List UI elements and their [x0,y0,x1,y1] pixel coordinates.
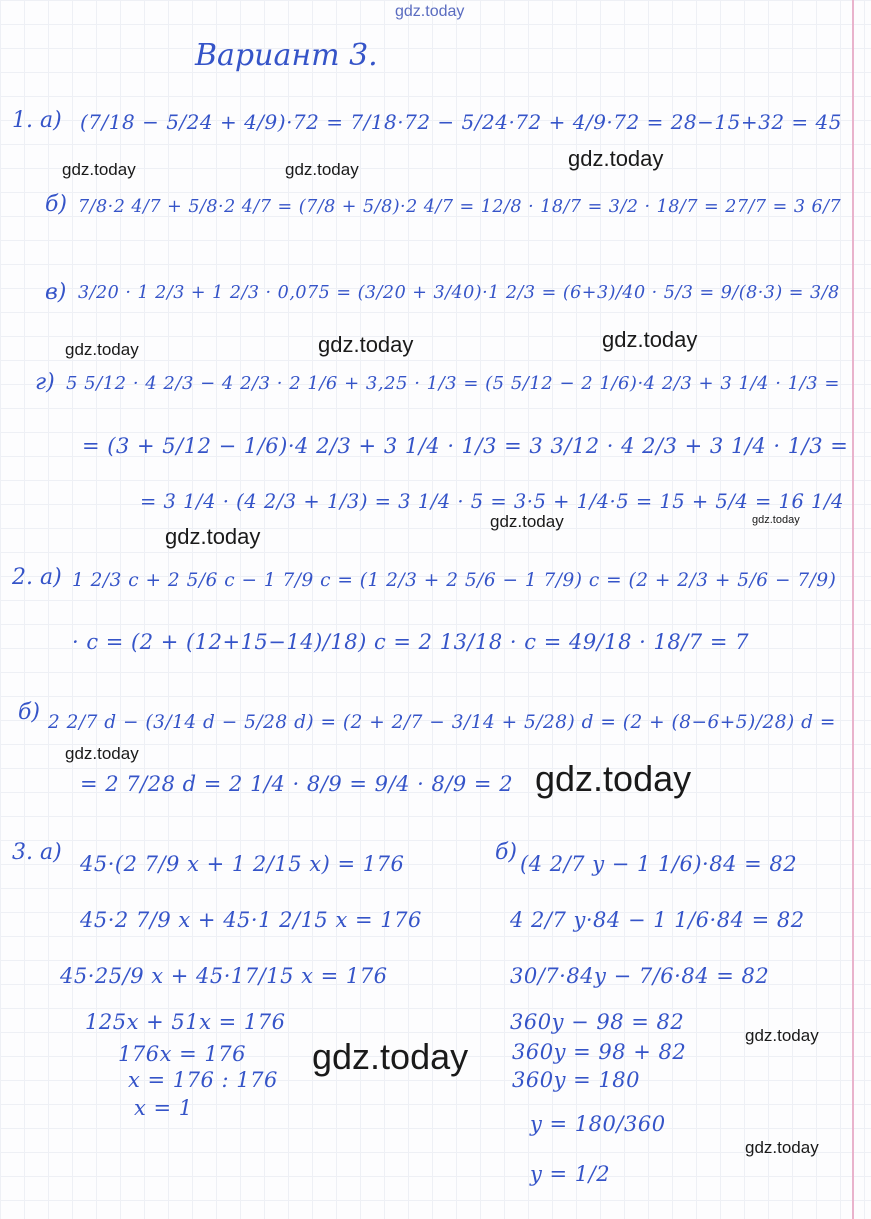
watermark: gdz.today [312,1036,469,1077]
task1-v-label: в) [45,280,67,305]
watermark: gdz.today [745,1138,819,1157]
task3-b-line-1: (4 2/7 y − 1 1/6)·84 = 82 [520,852,798,876]
task1-g-line1: 5 5/12 · 4 2/3 − 4 2/3 · 2 1/6 + 3,25 · 1/3 = (5 5/12 − 2 1/6)·4 2/3 + 3 1/4 · 1/3 = [66,373,840,394]
task3-b-line-2: 4 2/7 y·84 − 1 1/6·84 = 82 [510,908,805,932]
watermark: gdz.today [752,514,800,526]
watermark: gdz.today [535,758,692,799]
task2-b-line2: = 2 7/28 d = 2 1/4 · 8/9 = 9/4 · 8/9 = 2 [80,772,514,796]
task3-b-label: б) [495,840,518,865]
task3-b-line-8: y = 1/2 [530,1162,611,1186]
watermark: gdz.today [285,160,359,179]
task1-b-label: б) [45,192,68,217]
task1-a-label: 1. а) [12,108,62,133]
task2-b-line1: 2 2/7 d − (3/14 d − 5/28 d) = (2 + 2/7 − 3/14 + 5/28) d = (2 + (8−6+5)/28) d = [48,712,836,733]
margin-line [852,0,854,1219]
task3-a-line-2: 45·2 7/9 x + 45·1 2/15 x = 176 [80,908,422,932]
task3-a-line-3: 45·25/9 x + 45·17/15 x = 176 [60,964,388,988]
task3-a-line-4: 125x + 51x = 176 [85,1010,286,1034]
task3-b-line-7: y = 180/360 [530,1112,666,1136]
task2-b-label: б) [18,700,41,725]
task1-v-line: 3/20 · 1 2/3 + 1 2/3 · 0,075 = (3/20 + 3/40)·1 2/3 = (6+3)/40 · 5/3 = 9/(8·3) = 3/8 [78,283,840,303]
watermark: gdz.today [395,3,465,20]
watermark: gdz.today [165,524,261,549]
task1-g-label: г) [35,370,55,395]
task1-g-line2: = (3 + 5/12 − 1/6)·4 2/3 + 3 1/4 · 1/3 = 3 3/12 · 4 2/3 + 3 1/4 · 1/3 = [82,434,849,458]
task3-a-line-5: 176x = 176 [118,1042,246,1066]
task3-b-line-3: 30/7·84y − 7/6·84 = 82 [510,964,770,988]
task3-a-label: 3. а) [12,840,62,865]
task3-b-line-4: 360y − 98 = 82 [510,1010,685,1034]
task2-a-label: 2. а) [12,565,62,590]
task3-a-line-7: x = 1 [134,1096,193,1120]
watermark: gdz.today [65,340,139,359]
watermark: gdz.today [568,146,664,171]
task3-b-line-6: 360y = 180 [512,1068,640,1092]
watermark: gdz.today [745,1026,819,1045]
task3-a-line-1: 45·(2 7/9 x + 1 2/15 x) = 176 [80,852,405,876]
watermark: gdz.today [490,512,564,531]
task2-a-line1: 1 2/3 c + 2 5/6 c − 1 7/9 c = (1 2/3 + 2 5/6 − 1 7/9) c = (2 + 2/3 + 5/6 − 7/9) [72,570,837,591]
task3-b-line-5: 360y = 98 + 82 [512,1040,687,1064]
task1-b-line: 7/8·2 4/7 + 5/8·2 4/7 = (7/8 + 5/8)·2 4/7 = 12/8 · 18/7 = 3/2 · 18/7 = 27/7 = 3 6/7 [78,197,842,217]
watermark: gdz.today [318,332,414,357]
task3-a-line-6: x = 176 : 176 [128,1068,278,1092]
task1-g-line3: = 3 1/4 · (4 2/3 + 1/3) = 3 1/4 · 5 = 3·5 + 1/4·5 = 15 + 5/4 = 16 1/4 [140,490,844,513]
watermark: gdz.today [602,327,698,352]
page-title: Вариант 3. [195,38,378,73]
watermark: gdz.today [62,160,136,179]
task1-a-line: (7/18 − 5/24 + 4/9)·72 = 7/18·72 − 5/24·72 + 4/9·72 = 28−15+32 = 45 [80,110,842,134]
watermark: gdz.today [65,744,139,763]
task2-a-line2: · c = (2 + (12+15−14)/18) c = 2 13/18 · c = 49/18 · 18/7 = 7 [72,630,749,654]
